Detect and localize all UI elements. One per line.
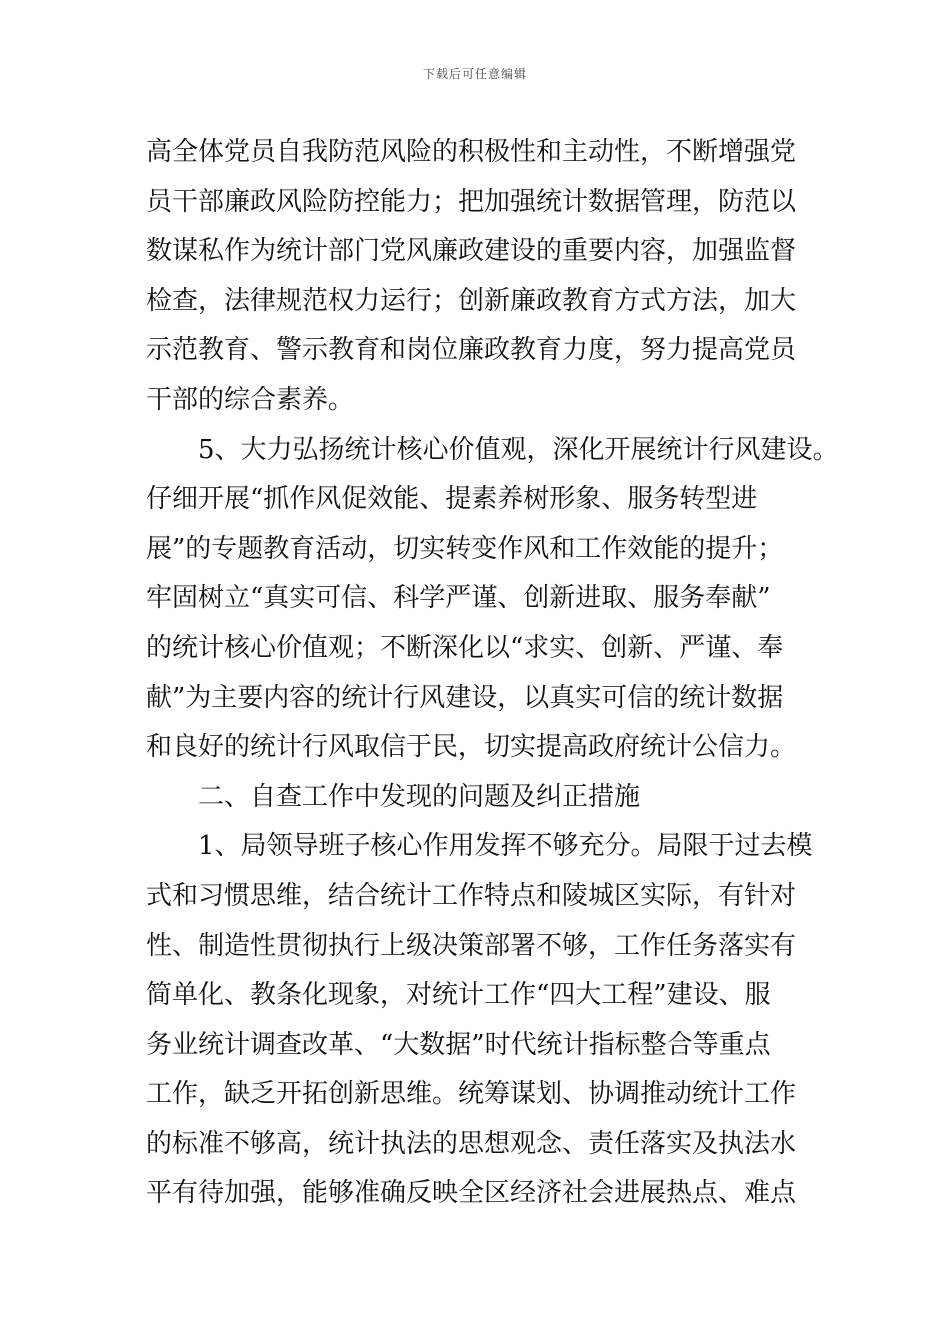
paragraph-line: 员干部廉政风险防控能力；把加强统计数据管理，防范以 — [146, 186, 797, 217]
paragraph-line: 的统计核心价值观；不断深化以“求实、创新、严谨、奉 — [146, 632, 784, 663]
paragraph-line: 高全体党员自我防范风险的积极性和主动性，不断增强党 — [146, 137, 797, 167]
paragraph-line: 仔细开展“抓作风促效能、提素养树形象、服务转型进 — [146, 484, 758, 515]
paragraph-line: 5、大力弘扬统计核心价值观，深化开展统计行风建设。 — [198, 434, 839, 465]
paragraph-line: 工作，缺乏开拓创新思维。统筹谋划、协调推动统计工作 — [146, 1079, 797, 1110]
page-header-note: 下载后可任意编辑 — [422, 67, 527, 81]
paragraph-line: 性、制造性贯彻执行上级决策部署不够，工作任务落实有 — [146, 930, 797, 961]
paragraph-line: 献”为主要内容的统计行风建设，以真实可信的统计数据 — [146, 682, 784, 713]
paragraph-line: 平有待加强，能够准确反映全区经济社会进展热点、难点 — [146, 1178, 797, 1209]
paragraph-line: 展”的专题教育活动，切实转变作风和工作效能的提升； — [146, 533, 784, 564]
paragraph-line: 牢固树立“真实可信、科学严谨、创新进取、服务奉献” — [146, 583, 771, 614]
paragraph-line: 数谋私作为统计部门党风廉政建设的重要内容，加强监督 — [146, 236, 797, 267]
paragraph-line: 务业统计调查改革、“大数据”时代统计指标整合等重点 — [146, 1029, 771, 1060]
document-body — [146, 128, 839, 1219]
paragraph-line: 1、局领导班子核心作用发挥不够充分。局限于过去模 — [198, 831, 813, 862]
paragraph-line: 的标准不够高，统计执法的思想观念、责任落实及执法水 — [146, 1128, 797, 1159]
paragraph-line: 干部的综合素养。 — [146, 384, 355, 415]
section-heading: 二、自查工作中发现的问题及纠正措施 — [198, 781, 641, 812]
paragraph-line: 简单化、教条化现象，对统计工作“四大工程”建设、服 — [146, 980, 771, 1011]
paragraph-line: 和良好的统计行风取信于民，切实提高政府统计公信力。 — [146, 732, 797, 763]
paragraph-line: 示范教育、警示教育和岗位廉政教育力度，努力提高党员 — [146, 335, 797, 366]
paragraph-line: 式和习惯思维，结合统计工作特点和陵城区实际，有针对 — [146, 880, 797, 911]
paragraph-line: 检查，法律规范权力运行；创新廉政教育方式方法，加大 — [146, 285, 797, 316]
